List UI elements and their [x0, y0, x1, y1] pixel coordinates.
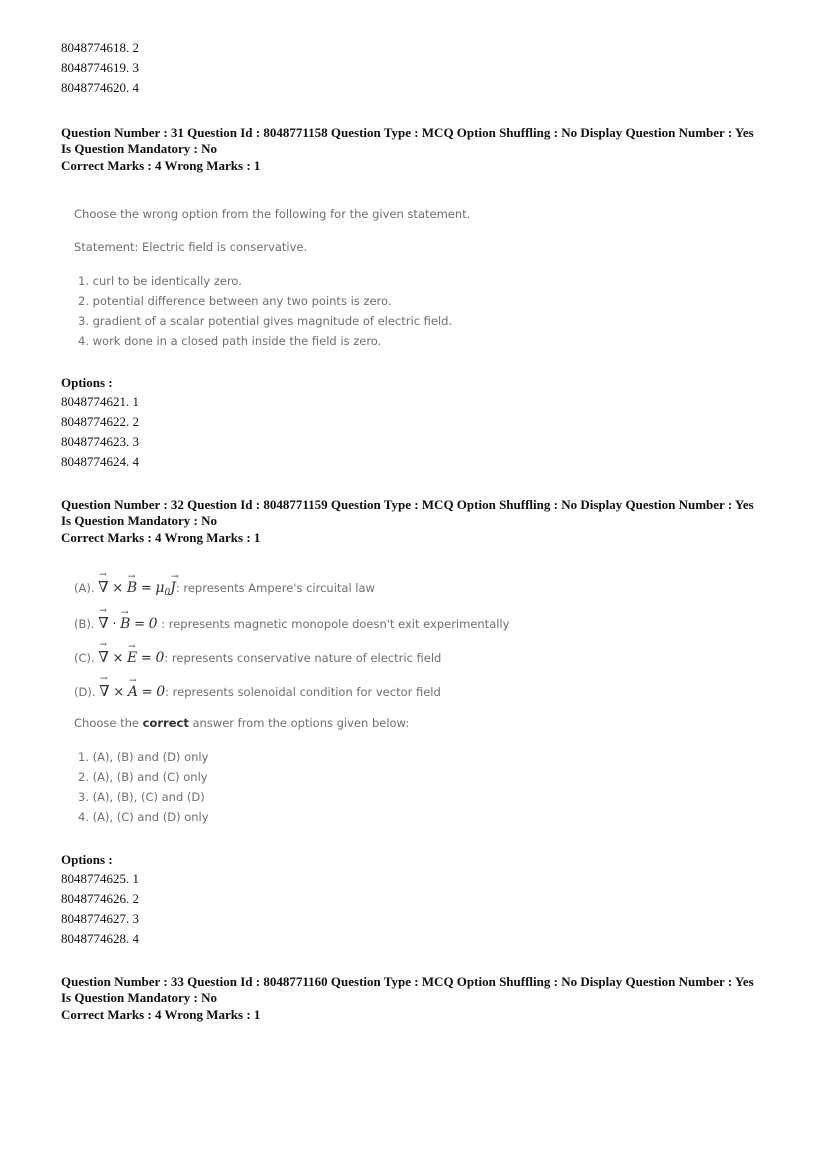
q31-marks: Correct Marks : 4 Wrong Marks : 1 — [61, 158, 261, 173]
vector-symbol: → E — [127, 642, 138, 666]
statement-label: (D). — [74, 685, 96, 699]
q32-statement-c: (C). → ∇ × → E = 0: represents conservative nature of electric field — [74, 640, 442, 666]
q31-choice: 2. potential difference between any two points is zero. — [78, 294, 392, 308]
q31-statement: Statement: Electric field is conservative. — [74, 240, 308, 254]
option-line: 8048774624. 4 — [61, 454, 139, 469]
statement-label: (A). — [74, 581, 95, 595]
q32-options-label: Options : — [61, 852, 113, 867]
vector-symbol: → B — [126, 572, 138, 596]
rhs-term: 0 — [156, 684, 166, 700]
q32-instruction: Choose the correct answer from the options given below: — [74, 716, 410, 730]
nabla-symbol: → ∇ — [98, 640, 109, 666]
statement-text: : represents magnetic monopole doesn't exit experimentally — [161, 617, 510, 631]
rhs-term: 0 — [148, 616, 158, 632]
q33-mandatory: Is Question Mandatory : No — [61, 990, 218, 1005]
q32-statement-a: (A). → ∇ × → $B = \mu_0$ → J: represents Ampere's circuital law — [74, 570, 375, 598]
rhs-term: 0 — [155, 650, 165, 666]
statement-label: (B). — [74, 617, 95, 631]
statement-text: : represents solenoidal condition for vector field — [165, 685, 441, 699]
statement-text: : represents Ampere's circuital law — [175, 581, 375, 595]
q32-marks: Correct Marks : 4 Wrong Marks : 1 — [61, 530, 261, 545]
option-line: 8048774625. 1 — [61, 871, 139, 886]
nabla-symbol: → ∇ — [99, 674, 110, 700]
operator: × — [113, 685, 125, 700]
q31-choice: 4. work done in a closed path inside the field is zero. — [78, 334, 382, 348]
statement-label: (C). — [74, 651, 95, 665]
q33-header: Question Number : 33 Question Id : 8048771160 Question Type : MCQ Option Shuffling : No Display Question Number : Yes — [61, 974, 754, 989]
rhs-term: $\mu_0$ → J — [155, 572, 179, 598]
q32-choice: 2. (A), (B) and (C) only — [78, 770, 208, 784]
option-line: 8048774618. 2 — [61, 40, 139, 55]
q31-options-label: Options : — [61, 375, 113, 390]
q32-question-image — [74, 570, 694, 830]
q32-statement-d: (D). → ∇ × → A = 0: represents solenoidal condition for vector field — [74, 674, 441, 700]
q32-mandatory: Is Question Mandatory : No — [61, 513, 218, 528]
option-line: 8048774620. 4 — [61, 80, 139, 95]
q31-prompt: Choose the wrong option from the following for the given statement. — [74, 207, 471, 221]
vector-symbol: → A — [127, 676, 138, 700]
option-line: 8048774622. 2 — [61, 414, 139, 429]
q31-mandatory: Is Question Mandatory : No — [61, 141, 218, 156]
q32-choice: 4. (A), (C) and (D) only — [78, 810, 209, 824]
q32-choice: 3. (A), (B), (C) and (D) — [78, 790, 205, 804]
statement-text: : represents conservative nature of electric field — [164, 651, 442, 665]
q31-question-image — [74, 200, 674, 360]
option-line: 8048774627. 3 — [61, 911, 139, 926]
option-line: 8048774628. 4 — [61, 931, 139, 946]
q33-marks: Correct Marks : 4 Wrong Marks : 1 — [61, 1007, 261, 1022]
option-line: 8048774623. 3 — [61, 434, 139, 449]
q31-choice: 1. curl to be identically zero. — [78, 274, 242, 288]
nabla-symbol: → ∇ — [98, 570, 109, 596]
nabla-symbol: → ∇ — [98, 606, 109, 632]
q32-header: Question Number : 32 Question Id : 8048771159 Question Type : MCQ Option Shuffling : No Display Question Number : Yes — [61, 497, 754, 512]
option-line: 8048774621. 1 — [61, 394, 139, 409]
q31-header: Question Number : 31 Question Id : 8048771158 Question Type : MCQ Option Shuffling : No Display Question Number : Yes — [61, 125, 754, 140]
option-line: 8048774626. 2 — [61, 891, 139, 906]
operator: × — [112, 581, 124, 596]
q32-choice: 1. (A), (B) and (D) only — [78, 750, 209, 764]
q32-statement-b: (B). → ∇ · → B = 0 : represents magnetic monopole doesn't exit experimentally — [74, 606, 510, 632]
operator: · — [112, 617, 117, 632]
vector-symbol: → B — [120, 608, 131, 632]
q31-choice: 3. gradient of a scalar potential gives magnitude of electric field. — [78, 314, 453, 328]
option-line: 8048774619. 3 — [61, 60, 139, 75]
operator: × — [112, 651, 124, 666]
